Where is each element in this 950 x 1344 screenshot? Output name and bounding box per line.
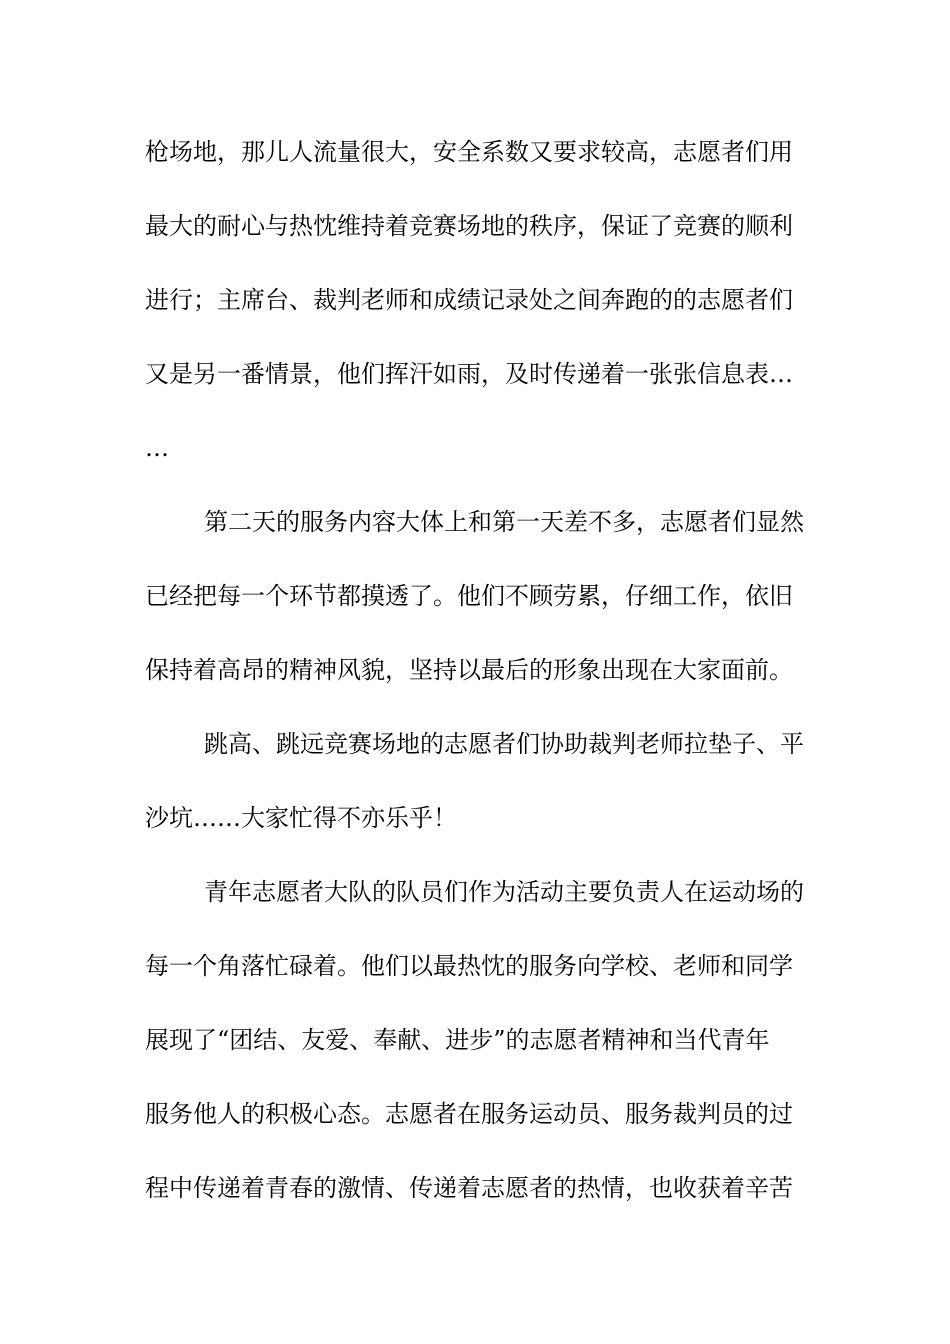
paragraph-start-line: 青年志愿者大队的队员们作为活动主要负责人在运动场的 [204, 878, 804, 906]
text-line: 保持着高昂的精神风貌，坚持以最后的形象出现在大家面前。 [145, 656, 793, 684]
text-line: 最大的耐心与热忱维持着竞赛场地的秩序，保证了竞赛的顺利 [145, 212, 793, 240]
text-line: 每一个角落忙碌着。他们以最热忱的服务向学校、老师和同学 [145, 952, 793, 980]
text-line: 程中传递着青春的激情、传递着志愿者的热情，也收获着辛苦 [145, 1174, 793, 1202]
paragraph-start-line: 跳高、跳远竞赛场地的志愿者们协助裁判老师拉垫子、平 [204, 730, 804, 758]
body-text [145, 125, 805, 1235]
text-line: 又是另一番情景，他们挥汗如雨，及时传递着一张张信息表… [145, 360, 793, 388]
text-line: 枪场地，那儿人流量很大，安全系数又要求较高，志愿者们用 [145, 138, 793, 166]
text-line: 进行；主席台、裁判老师和成绩记录处之间奔跑的的志愿者们 [145, 286, 793, 314]
text-line: … [145, 434, 169, 462]
paragraph-start-line: 第二天的服务内容大体上和第一天差不多，志愿者们显然 [204, 508, 804, 536]
text-line: 已经把每一个环节都摸透了。他们不顾劳累，仔细工作，依旧 [145, 582, 793, 610]
text-line: 展现了“团结、友爱、奉献、进步”的志愿者精神和当代青年 [145, 1026, 770, 1054]
text-line: 服务他人的积极心态。志愿者在服务运动员、服务裁判员的过 [145, 1100, 793, 1128]
text-line: 沙坑……大家忙得不亦乐乎！ [145, 804, 457, 832]
